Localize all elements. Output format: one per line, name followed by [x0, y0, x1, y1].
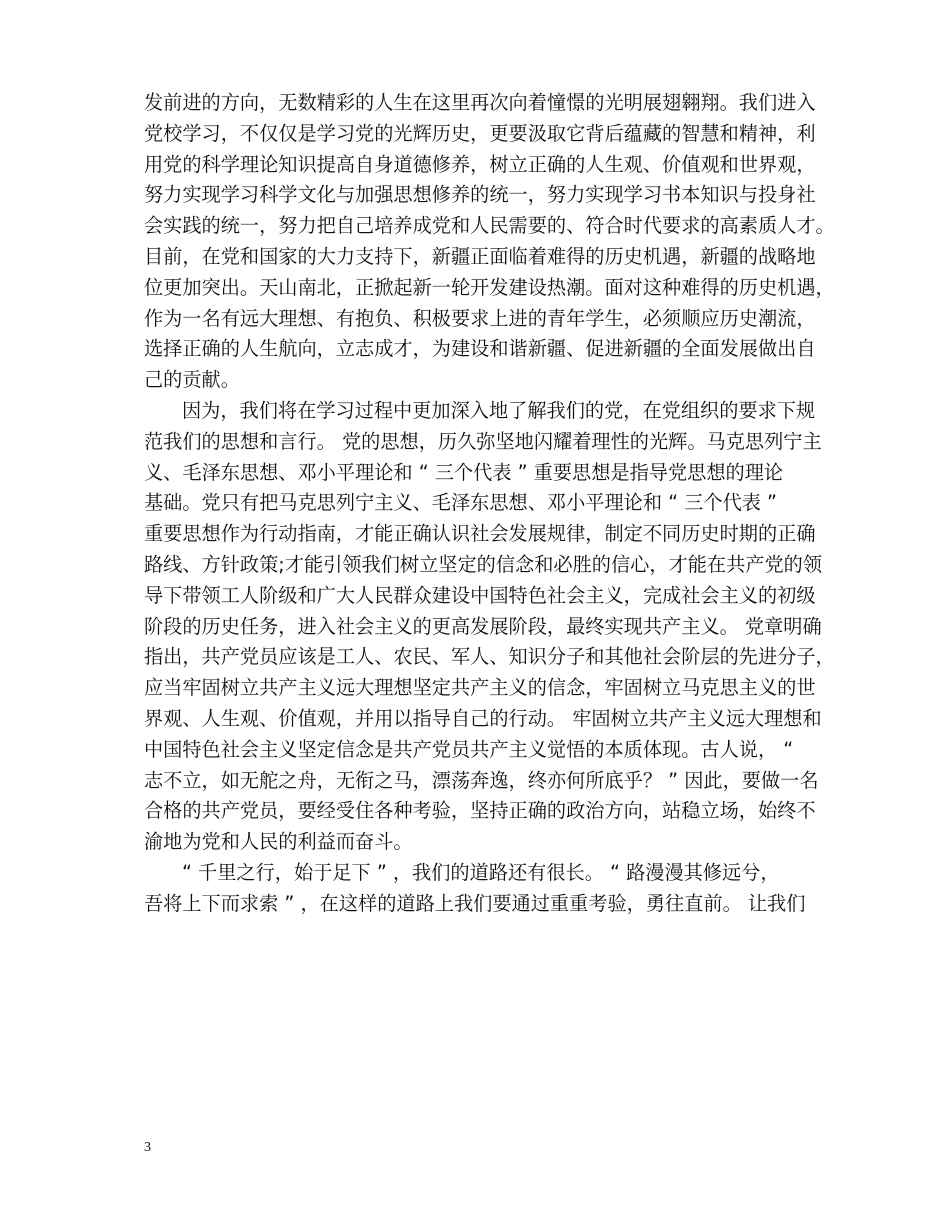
text-line: 义、毛泽东思想、邓小平理论和 “ 三个代表 ” 重要思想是指导党思想的理论 [144, 460, 784, 484]
paragraph-first-line: 因为，我们将在学习过程中更加深入地了解我们的党，在党组织的要求下规 [182, 398, 816, 422]
text-line: 中国特色社会主义坚定信念是共产党员共产主义觉悟的本质体现。古人说， “ [144, 737, 794, 761]
text-line: 应当牢固树立共产主义远大理想坚定共产主义的信念，牢固树立马克思主义的世 [144, 676, 816, 700]
text-line: 志不立，如无舵之舟，无衔之马，漂荡奔逸，终亦何所底乎？ ” 因此，要做一名 [144, 768, 819, 792]
text-line: 重要思想作为行动指南，才能正确认识社会发展规律，制定不同历史时期的正确 [144, 522, 816, 546]
text-line: 合格的共产党员，要经受住各种考验，坚持正确的政治方向，站稳立场，始终不 [144, 799, 816, 823]
text-line: 己的贡献。 [144, 368, 240, 392]
text-line: 导下带领工人阶级和广大人民群众建设中国特色社会主义，完成社会主义的初级 [144, 583, 816, 607]
text-line: 目前，在党和国家的大力支持下，新疆正面临着难得的历史机遇，新疆的战略地 [144, 244, 816, 268]
text-line: 用党的科学理论知识提高自身道德修养，树立正确的人生观、价值观和世界观， [144, 152, 816, 176]
text-line: 渝地为党和人民的利益而奋斗。 [144, 830, 413, 854]
text-line: 界观、人生观、价值观，并用以指导自己的行动。 牢固树立共产主义远大理想和 [144, 706, 822, 730]
paragraph-first-line: “ 千里之行，始于足下 ” ，我们的道路还有很长。 “ 路漫漫其修远兮， [182, 860, 780, 884]
body-text [144, 88, 835, 920]
text-line: 作为一名有远大理想、有抱负、积极要求上进的青年学生，必须顺应历史潮流， [144, 306, 816, 330]
text-line: 努力实现学习科学文化与加强思想修养的统一，努力实现学习书本知识与投身社 [144, 183, 816, 207]
text-line: 位更加突出。天山南北，正掀起新一轮开发建设热潮。面对这种难得的历史机遇， [144, 275, 835, 299]
page-number: 3 [144, 1140, 151, 1155]
text-line: 选择正确的人生航向，立志成才，为建设和谐新疆、促进新疆的全面发展做出自 [144, 337, 816, 361]
text-line: 党校学习，不仅仅是学习党的光辉历史，更要汲取它背后蕴藏的智慧和精神，利 [144, 121, 816, 145]
text-line: 指出，共产党员应该是工人、农民、军人、知识分子和其他社会阶层的先进分子， [144, 645, 835, 669]
text-line: 路线、方针政策;才能引领我们树立坚定的信念和必胜的信心，才能在共产党的领 [144, 552, 823, 576]
text-line: 会实践的统一，努力把自己培养成党和人民需要的、符合时代要求的高素质人才。 [144, 214, 835, 238]
text-line: 吾将上下而求索 ” ，在这样的道路上我们要通过重重考验，勇往直前。 让我们 [144, 891, 806, 915]
text-line: 阶段的历史任务，进入社会主义的更高发展阶段，最终实现共产主义。 党章明确 [144, 614, 822, 638]
text-line: 基础。党只有把马克思列宁主义、毛泽东思想、邓小平理论和 “ 三个代表 ” [144, 491, 777, 515]
text-line: 范我们的思想和言行。 党的思想，历久弥坚地闪耀着理性的光辉。马克思列宁主 [144, 429, 822, 453]
text-line: 发前进的方向，无数精彩的人生在这里再次向着憧憬的光明展翅翱翔。我们进入 [144, 91, 816, 114]
